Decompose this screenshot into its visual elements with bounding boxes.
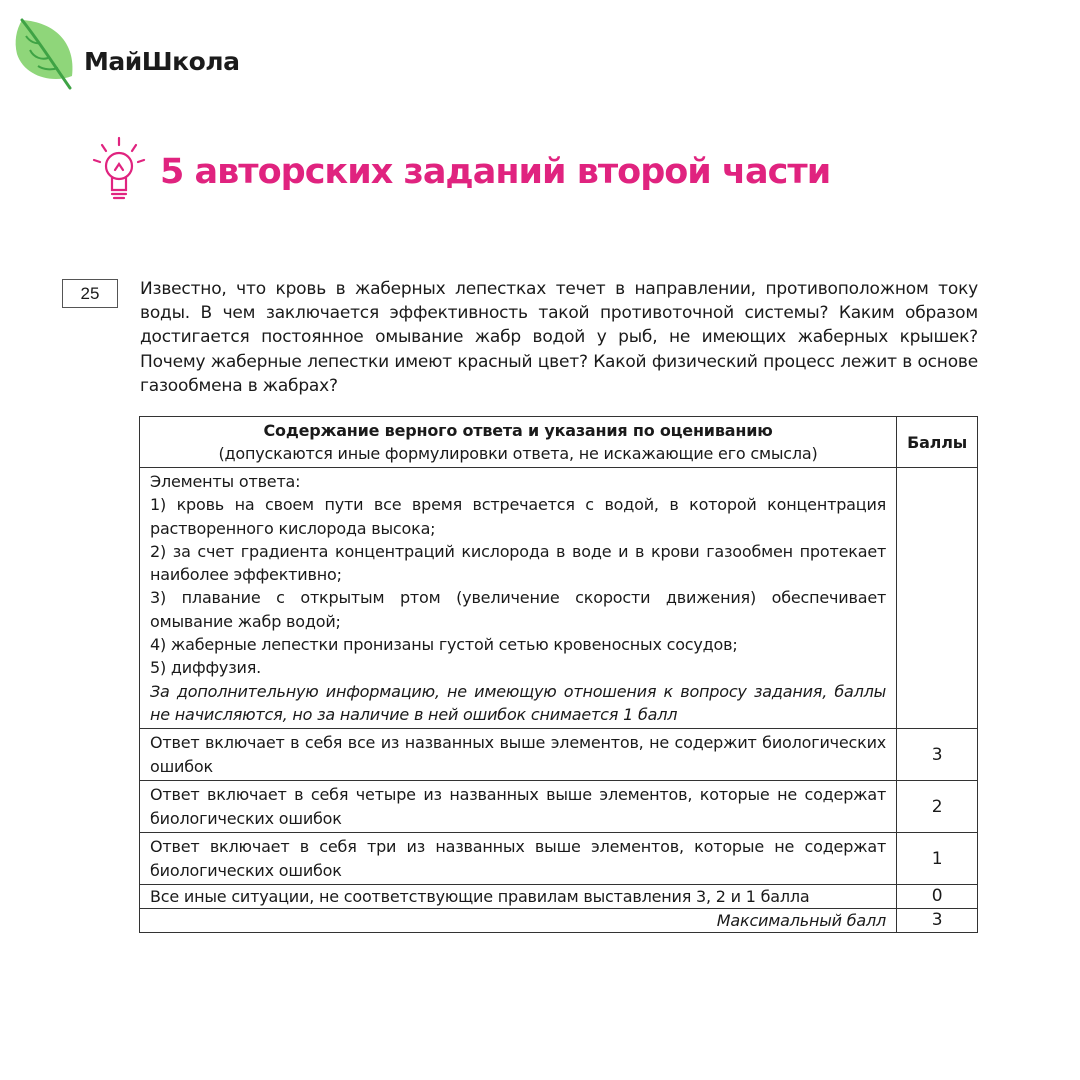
grading-note: За дополнительную информацию, не имеющую отношения к вопросу задания, баллы не начисляются, но за наличие в ней ошибок снимается 1 балл [150,681,887,724]
lightbulb-icon [88,132,150,210]
criterion-text: Ответ включает в себя четыре из названных выше элементов, которые не содержат биологических ошибок [140,781,897,833]
points-cell-empty [897,468,978,729]
max-score-label: Максимальный балл [140,909,897,933]
table-row [140,729,978,781]
answer-intro: Элементы ответа: [150,472,301,491]
answer-element: 5) диффузия. [150,658,262,678]
criterion-points: 3 [897,729,978,781]
points-header: Баллы [897,417,978,468]
max-score-row [140,909,978,933]
answer-element: 4) жаберные лепестки пронизаны густой сетью кровеносных сосудов; [150,635,738,655]
page-header [88,132,988,212]
content-header [140,417,897,468]
content-header-title: Содержание верного ответа и указания по оцениванию [263,421,773,440]
page-title: 5 авторских заданий второй части [160,152,831,192]
criterion-points: 0 [897,885,978,909]
criterion-text: Ответ включает в себя все из названных выше элементов, не содержит биологических ошибок [140,729,897,781]
criterion-text: Все иные ситуации, не соответствующие правилам выставления 3, 2 и 1 балла [140,885,897,909]
criterion-points: 1 [897,833,978,885]
table-header-row [140,417,978,468]
criterion-points: 2 [897,781,978,833]
task-number: 25 [62,279,118,308]
answer-elements [140,468,897,729]
answer-elements-row [140,468,978,729]
answer-element: 3) плавание с открытым ртом (увеличение скорости движения) обеспечивает омывание жабр водой; [150,588,887,631]
answer-element: 2) за счет градиента концентраций кислорода в воде и в крови газообмен протекает наиболее эффективно; [150,541,887,585]
grading-table [139,416,978,933]
answer-element: 1) кровь на своем пути все время встречается с водой, в которой концентрация растворенного кислорода высока; [150,495,887,538]
task-question: Известно, что кровь в жаберных лепестках течет в направлении, противоположном току воды. В чем заключается эффективность такой противоточной системы? Каким образом достигается постоянное омывание жабр водой у рыб, не имеющих жаберных крышек? Почему жаберные лепестки имеют красный цвет? Какой физический процесс лежит в основе газообмена в жабрах? [140,279,978,396]
criterion-text: Ответ включает в себя три из названных выше элементов, которые не содержат биологических ошибок [140,833,897,885]
max-score-value: 3 [897,909,978,933]
table-row [140,885,978,909]
brand-name: МайШкола [84,47,240,76]
leaf-icon [12,14,82,94]
table-row [140,833,978,885]
content-header-subtitle: (допускаются иные формулировки ответа, не искажающие его смысла) [218,444,818,463]
brand-logo [12,14,252,94]
table-row [140,781,978,833]
